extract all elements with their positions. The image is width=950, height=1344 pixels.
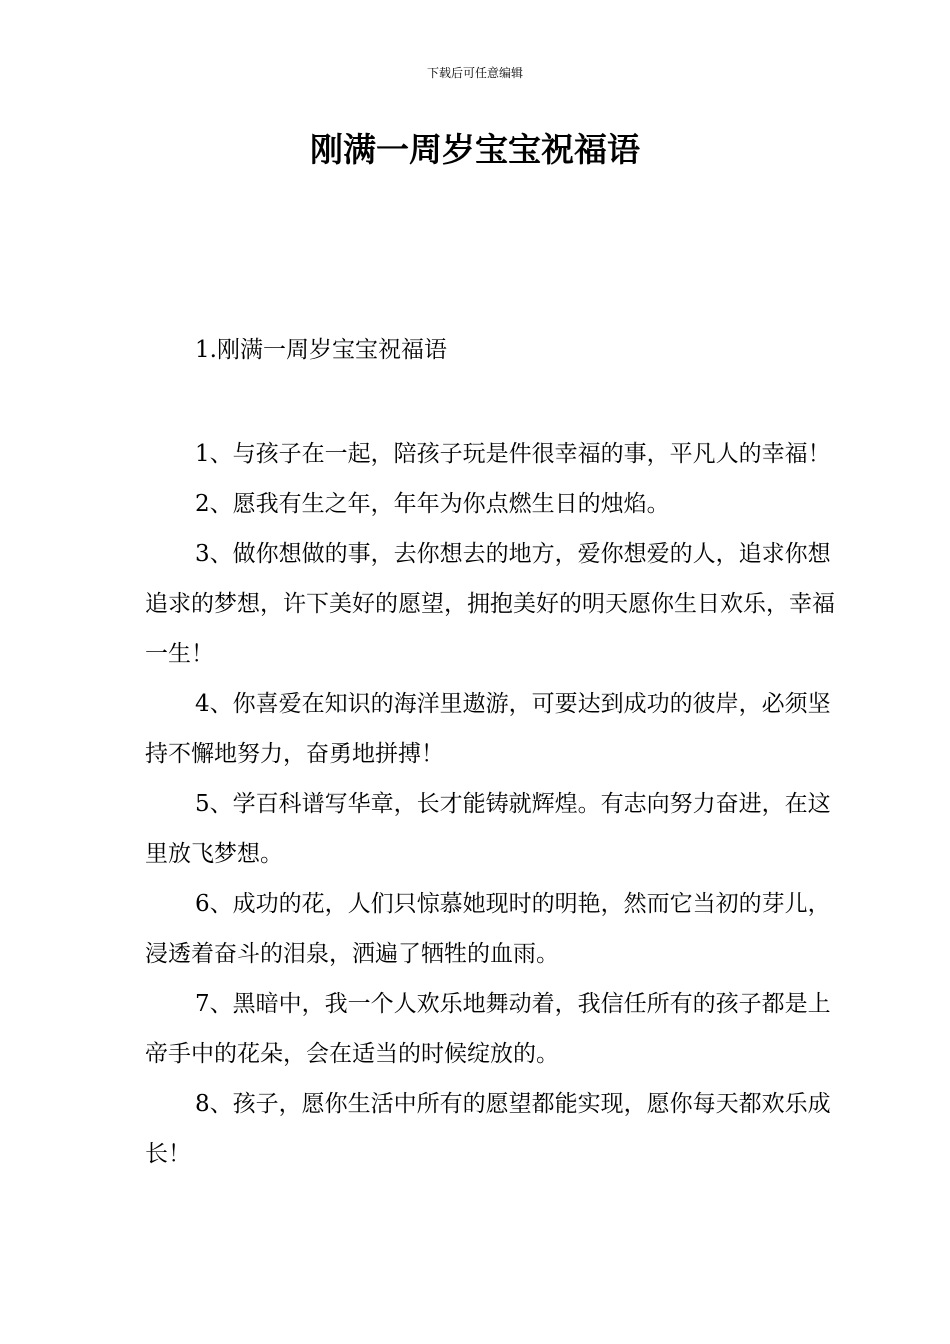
- paragraph-8: 8、孩子，愿你生活中所有的愿望都能实现，愿你每天都欢乐成长！: [145, 1091, 831, 1167]
- document-title: 刚满一周岁宝宝祝福语: [310, 130, 640, 169]
- paragraph-6: 6、成功的花，人们只惊慕她现时的明艳，然而它当初的芽儿，浸透着奋斗的泪泉，洒遍了牺牲的血雨。: [145, 891, 831, 967]
- header-note: 下载后可任意编辑: [426, 66, 523, 80]
- document-body: [145, 429, 835, 1179]
- paragraph-2: 2、愿我有生之年，年年为你点燃生日的烛焰。: [195, 491, 670, 517]
- paragraph-5: 5、学百科谱写华章，长才能铸就辉煌。有志向努力奋进，在这里放飞梦想。: [145, 791, 831, 867]
- paragraph-3: 3、做你想做的事，去你想去的地方，爱你想爱的人，追求你想追求的梦想，许下美好的愿望，拥抱美好的明天愿你生日欢乐，幸福一生！: [145, 541, 835, 667]
- paragraph-4: 4、你喜爱在知识的海洋里遨游，可要达到成功的彼岸，必须坚持不懈地努力，奋勇地拼搏！: [145, 691, 831, 767]
- paragraph-7: 7、黑暗中，我一个人欢乐地舞动着，我信任所有的孩子都是上帝手中的花朵，会在适当的时候绽放的。: [145, 991, 831, 1067]
- section-heading: 1.刚满一周岁宝宝祝福语: [195, 337, 447, 363]
- paragraph-1: 1、与孩子在一起，陪孩子玩是件很幸福的事，平凡人的幸福！: [195, 441, 831, 467]
